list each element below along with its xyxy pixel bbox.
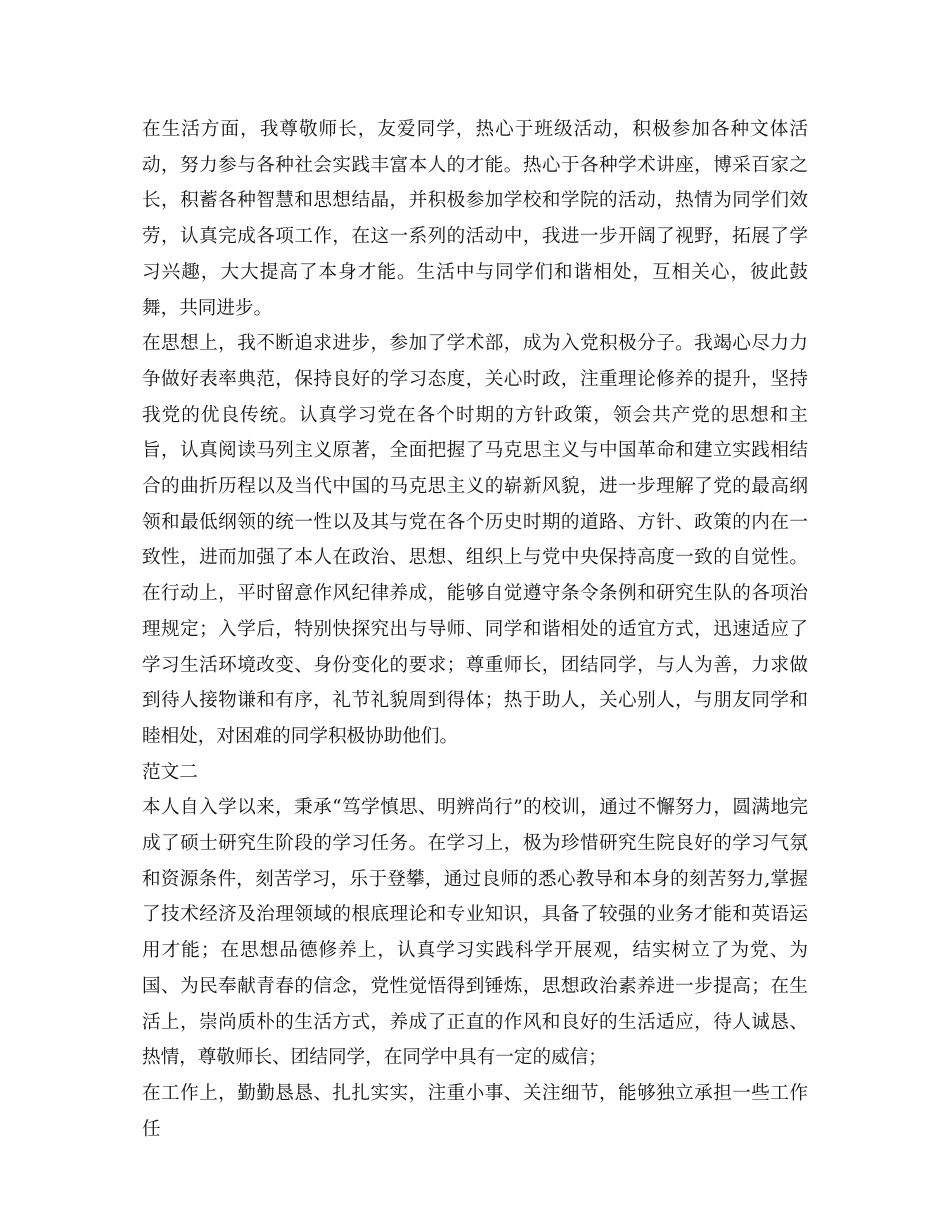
section-heading: 范文二 — [142, 761, 198, 783]
document-body — [142, 112, 808, 1147]
paragraph-thought: 在思想上，我不断追求进步，参加了学术部，成为入党积极分子。我竭心尽力力争做好表率典范，保持良好的学习态度，关心时政，注重理论修养的提升，坚持我党的优良传统。认真学习党在各个时期的方针政策，领会共产党的思想和主旨，认真阅读马列主义原著，全面把握了马克思主义与中国革命和建立实践相结合的曲折历程以及当代中国的马克思主义的崭新风貌，进一步理解了党的最高纲领和最低纲领的统一性以及其与党在各个历史时期的道路、方针、政策的内在一致性，进而加强了本人在政治、思想、组织上与党中央保持高度一致的自觉性。在行动上，平时留意作风纪律养成，能够自觉遵守条令条例和研究生队的各项治理规定；入学后，特别快探究出与导师、同学和谐相处的适宜方式，迅速适应了学习生活环境改变、身份变化的要求；尊重师长，团结同学，与人为善，力求做到待人接物谦和有序，礼节礼貌周到得体；热于助人，关心别人，与朋友同学和睦相处，对困难的同学积极协助他们。 — [142, 333, 808, 747]
paragraph-work: 在工作上，勤勤恳恳、扎扎实实，注重小事、关注细节，能够独立承担一些工作任 — [142, 1082, 808, 1140]
paragraph-life: 在生活方面，我尊敬师长，友爱同学，热心于班级活动，积极参加各种文体活动，努力参与各种社会实践丰富本人的才能。热心于各种学术讲座，博采百家之长，积蓄各种智慧和思想结晶，并积极参加学校和学院的活动，热情为同学们效劳，认真完成各项工作，在这一系列的活动中，我进一步开阔了视野，拓展了学习兴趣，大大提高了本身才能。生活中与同学们和谐相处，互相关心，彼此鼓舞，共同进步。 — [142, 119, 808, 319]
paragraph-study: 本人自入学以来，秉承“笃学慎思、明辨尚行”的校训，通过不懈努力，圆满地完成了硕士研究生阶段的学习任务。在学习上，极为珍惜研究生院良好的学习气氛和资源条件，刻苦学习，乐于登攀，通过良师的悉心教导和本身的刻苦努力,掌握了技术经济及治理领域的根底理论和专业知识，具备了较强的业务才能和英语运用才能；在思想品德修养上，认真学习实践科学开展观，结实树立了为党、为国、为民奉献青春的信念，党性觉悟得到锤炼，思想政治素养进一步提高；在生活上，崇尚质朴的生活方式，养成了正直的作风和良好的生活适应，待人诚恳、热情，尊敬师长、团结同学，在同学中具有一定的威信； — [142, 797, 808, 1069]
